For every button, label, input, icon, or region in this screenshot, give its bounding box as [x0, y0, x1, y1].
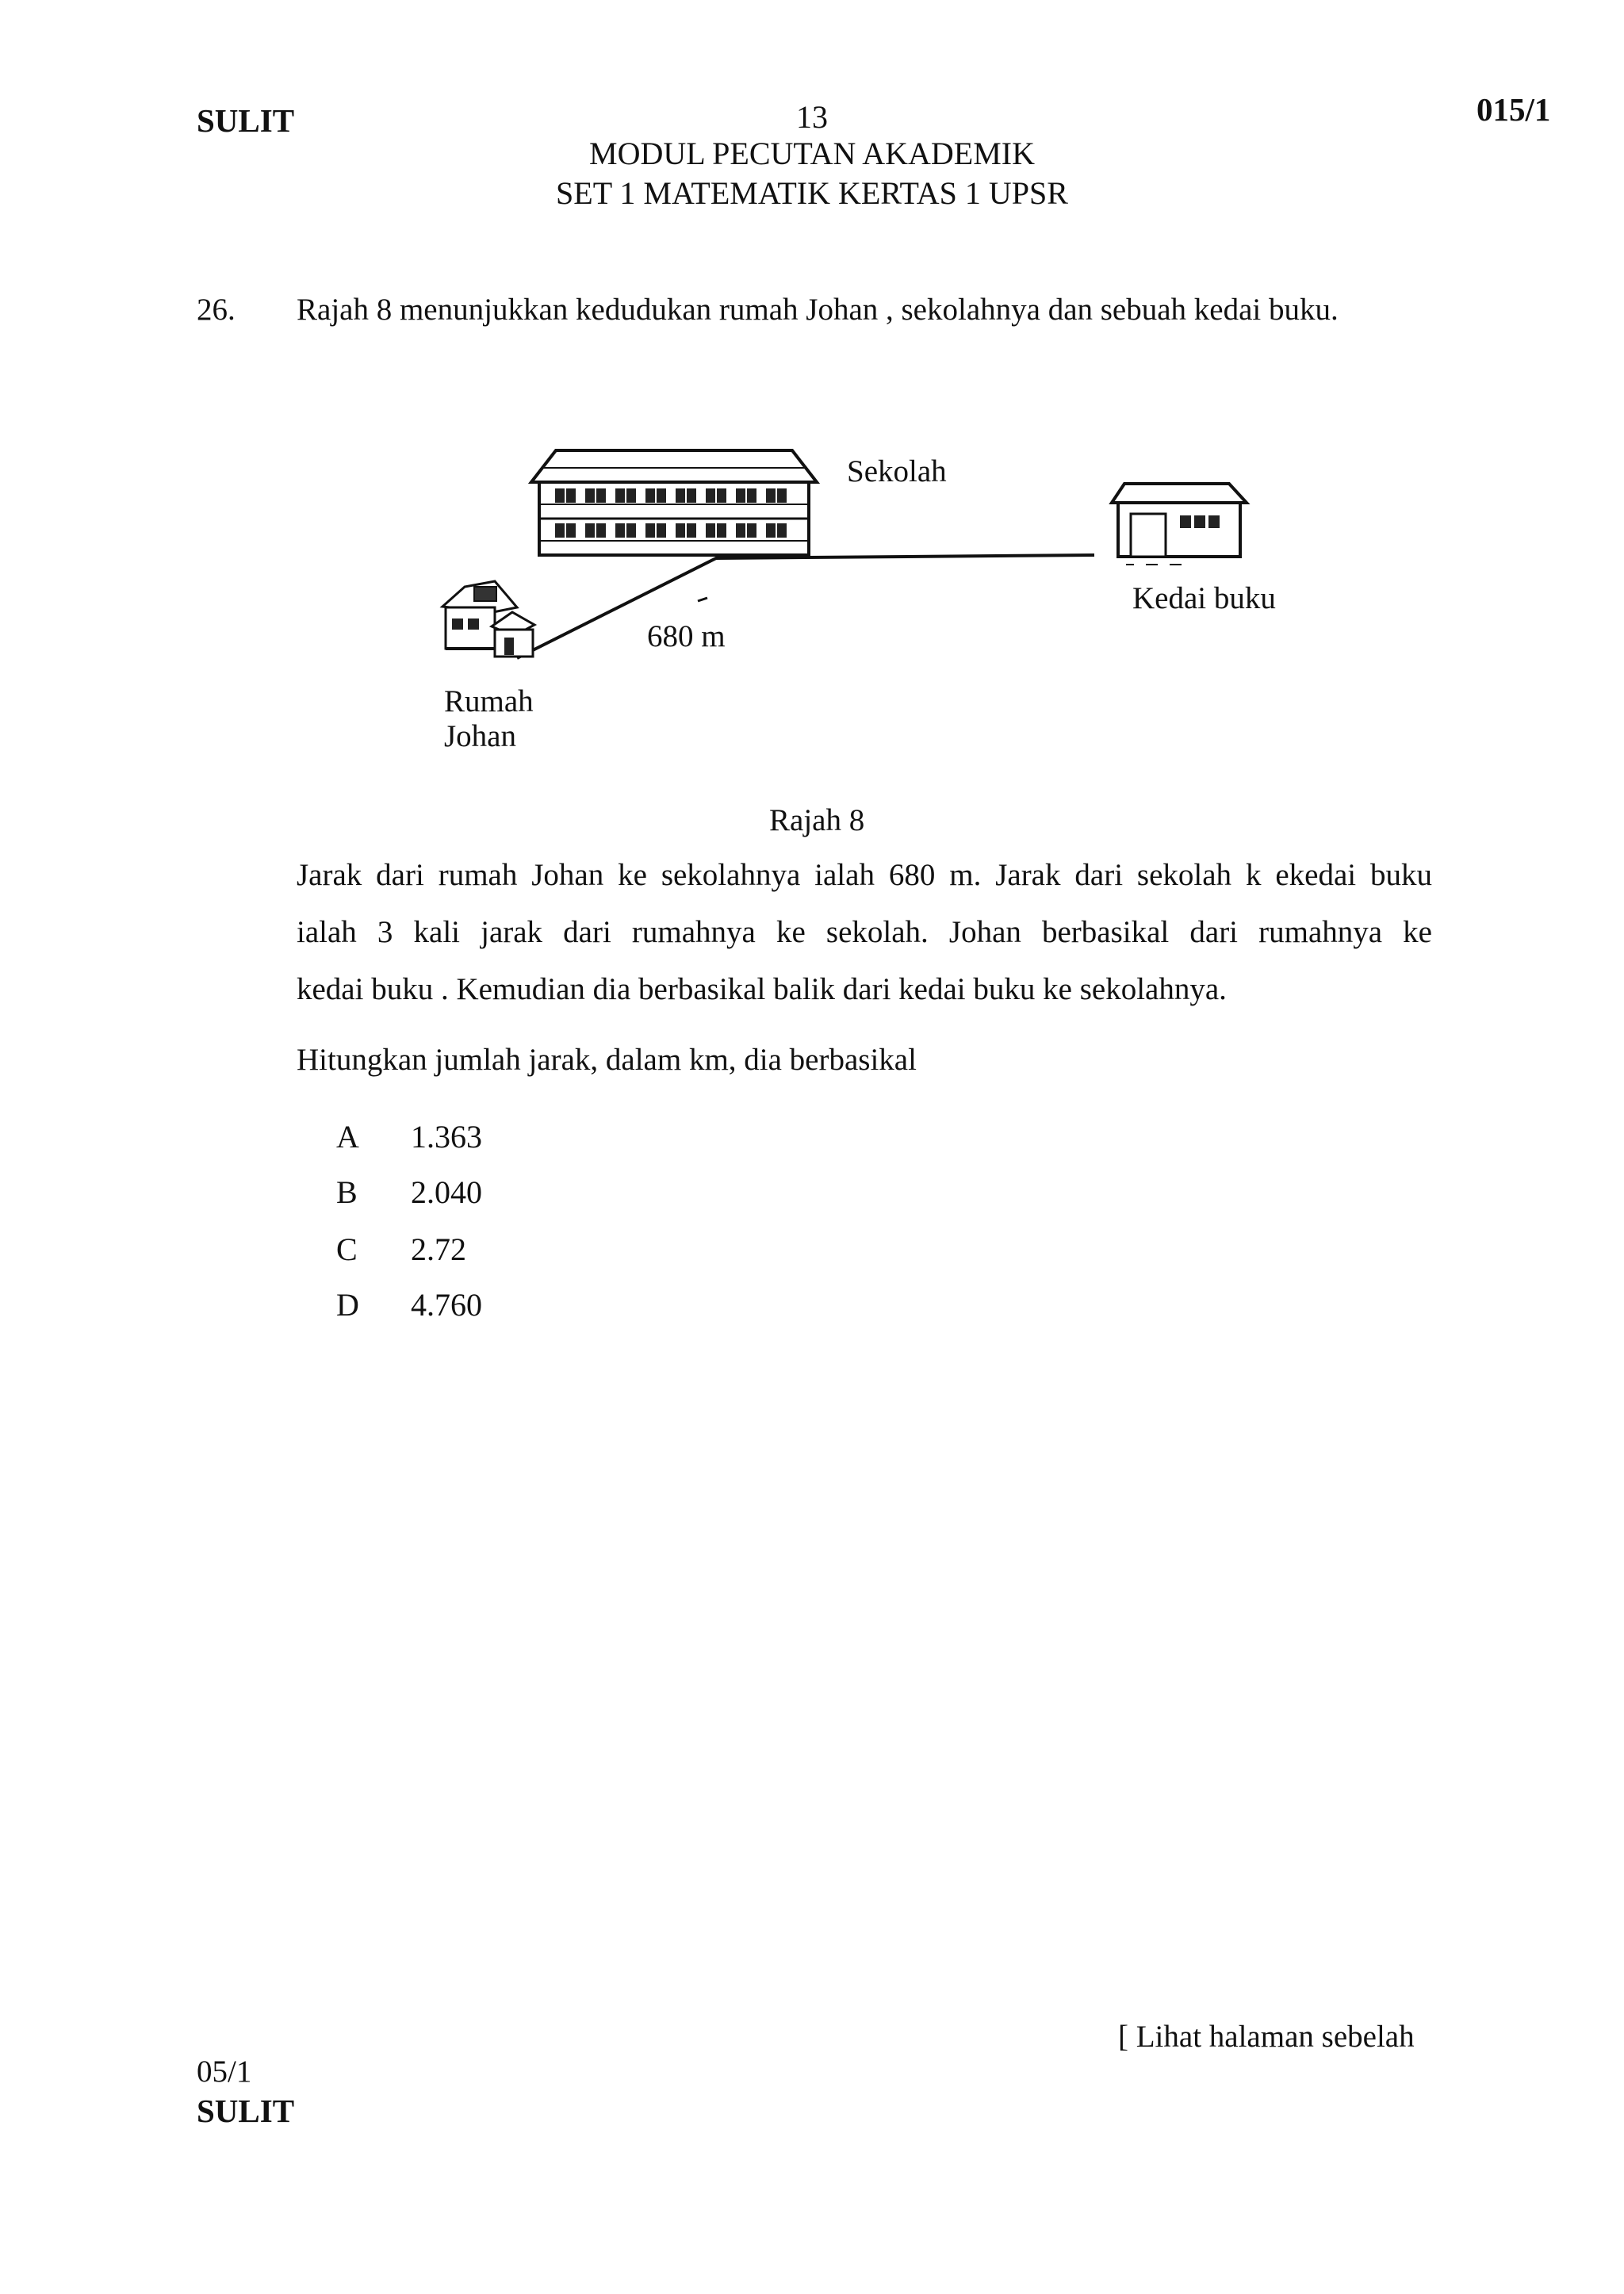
- option-letter: B: [336, 1174, 358, 1210]
- label-distance: 680 m: [647, 619, 726, 653]
- footer-sulit-mark: SULIT: [197, 2093, 295, 2129]
- label-bookshop: Kedai buku: [1132, 581, 1276, 615]
- paragraph-line: kedai buku . Kemudian dia berbasikal balik dari kedai buku ke sekolahnya.: [297, 972, 1227, 1006]
- label-home-line1: Rumah: [444, 684, 534, 718]
- school-building-icon: [531, 450, 817, 555]
- option-value: 2.72: [411, 1231, 466, 1267]
- figure-rajah-8: [428, 428, 1300, 761]
- figure-caption: Rajah 8: [769, 803, 865, 837]
- option-letter: A: [336, 1119, 359, 1155]
- option-value: 4.760: [411, 1287, 482, 1323]
- header-paper-code: 015/1: [1477, 91, 1551, 128]
- label-school: Sekolah: [847, 454, 947, 488]
- bookshop-building-icon: [1112, 484, 1247, 565]
- header-sulit-mark: SULIT: [197, 102, 295, 139]
- house-icon: [442, 581, 534, 657]
- paragraph-line: ialah 3 kali jarak dari rumahnya ke sekolah. Johan berbasikal dari rumahnya ke: [297, 915, 1432, 949]
- option-value: 2.040: [411, 1174, 482, 1210]
- option-letter: C: [336, 1231, 358, 1267]
- page-number: 13: [796, 99, 828, 135]
- option-letter: D: [336, 1287, 359, 1323]
- question-prompt: Hitungkan jumlah jarak, dalam km, dia berbasikal: [297, 1043, 917, 1077]
- question-number: 26.: [197, 293, 236, 327]
- next-page-note: [ Lihat halaman sebelah: [1118, 2020, 1415, 2054]
- header-title-line2: SET 1 MATEMATIK KERTAS 1 UPSR: [556, 175, 1068, 211]
- header-title-line1: MODUL PECUTAN AKADEMIK: [589, 136, 1035, 171]
- option-value: 1.363: [411, 1119, 482, 1155]
- question-paragraph: [297, 847, 1432, 1018]
- question-intro: Rajah 8 menunjukkan kedudukan rumah Johan , sekolahnya dan sebuah kedai buku.: [297, 293, 1339, 327]
- road: [517, 555, 1094, 658]
- label-home-line2: Johan: [444, 719, 516, 753]
- footer-code: 05/1: [197, 2055, 252, 2089]
- paragraph-line: Jarak dari rumah Johan ke sekolahnya ialah 680 m. Jarak dari sekolah k ekedai buku: [297, 858, 1432, 892]
